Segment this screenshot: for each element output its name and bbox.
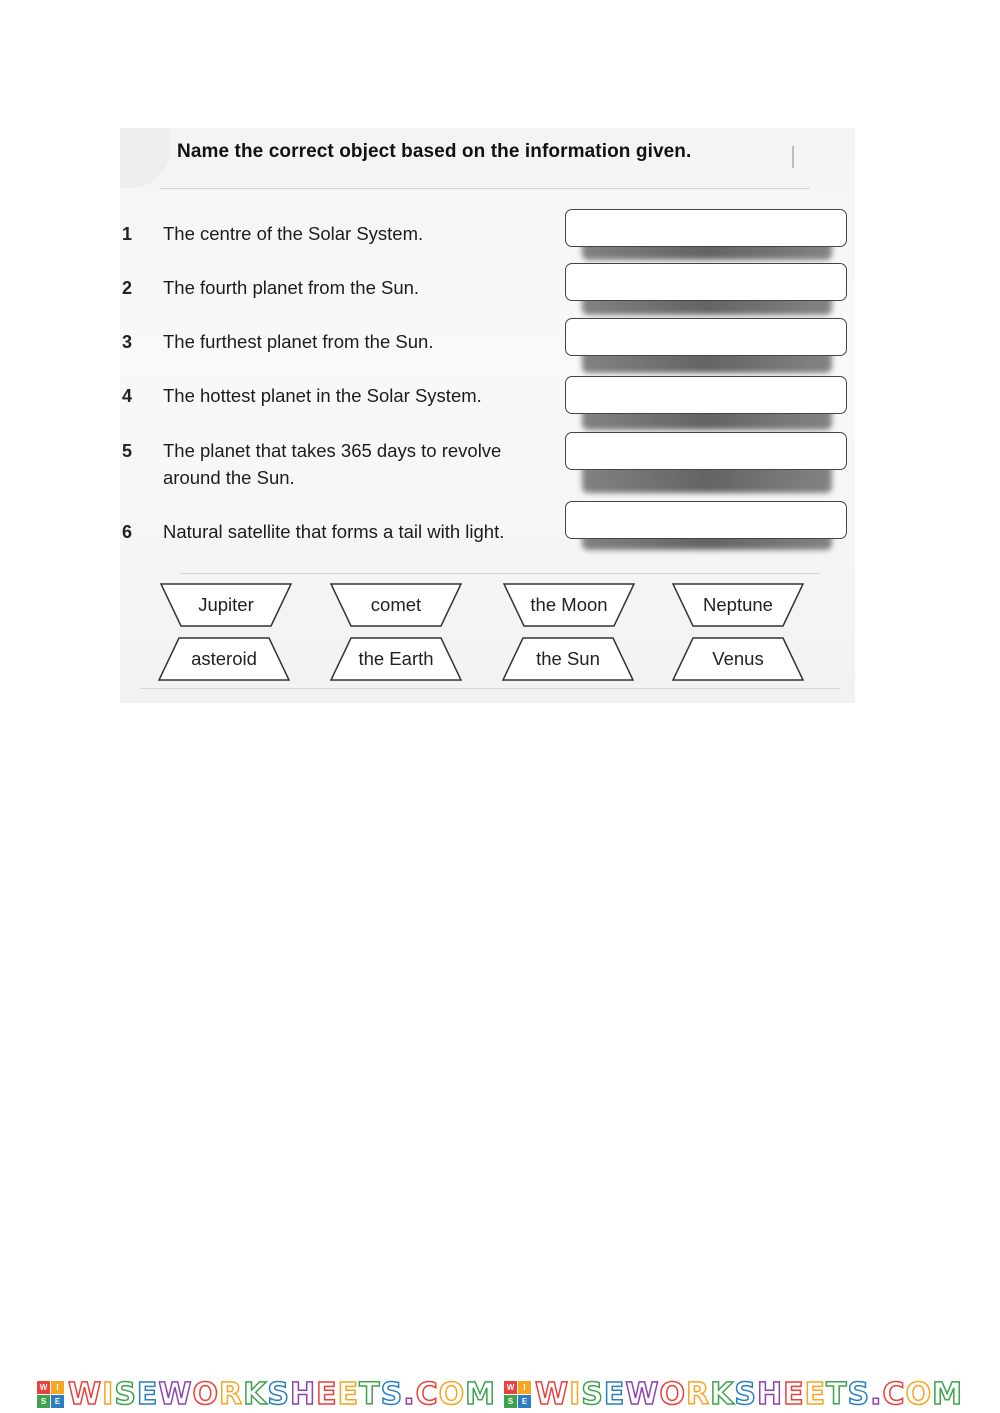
- logo-letter: T: [359, 1377, 381, 1412]
- logo-letter: W: [68, 1377, 103, 1412]
- logo-letter: R: [685, 1377, 711, 1412]
- question-number: 4: [122, 386, 133, 406]
- word-tile[interactable]: [330, 583, 462, 627]
- logo-letter: O: [192, 1377, 220, 1412]
- word-tile[interactable]: [160, 583, 292, 627]
- margin-tick: [792, 146, 794, 168]
- logo-mark-letter: I: [51, 1381, 64, 1394]
- logo-mark-icon: [37, 1381, 64, 1408]
- logo-letter: E: [316, 1377, 338, 1412]
- word-tile[interactable]: [158, 637, 290, 681]
- logo-letter: E: [136, 1377, 159, 1412]
- question-number: 5: [122, 441, 133, 461]
- question-text: The furthest planet from the Sun.: [163, 331, 434, 352]
- word-label: Neptune: [703, 594, 773, 615]
- answer-box-4[interactable]: [565, 376, 847, 414]
- logo-mark-letter: S: [504, 1395, 517, 1408]
- answer-box-2[interactable]: [565, 263, 847, 301]
- logo-mark-letter: E: [518, 1395, 531, 1408]
- question-text: The planet that takes 365 days to revolve around the Sun.: [163, 440, 502, 488]
- logo-letter: E: [783, 1377, 805, 1412]
- wiseworksheets-logo[interactable]: [37, 1377, 496, 1412]
- footer-watermark: [0, 1376, 1000, 1413]
- logo-letter: H: [756, 1377, 784, 1412]
- answer-box-6[interactable]: [565, 501, 847, 539]
- word-tile[interactable]: [502, 637, 634, 681]
- logo-letter: C: [415, 1377, 439, 1412]
- word-label: the Earth: [358, 648, 434, 669]
- logo-mark-letter: S: [37, 1395, 50, 1408]
- logo-letter: S: [267, 1377, 290, 1412]
- logo-letter: S: [114, 1377, 137, 1412]
- logo-letter: E: [804, 1377, 827, 1412]
- logo-letter: E: [603, 1377, 626, 1412]
- logo-letter: H: [290, 1377, 317, 1412]
- bleed-through-line: [160, 188, 810, 189]
- logo-letter: S: [581, 1377, 604, 1412]
- logo-letter: W: [625, 1377, 660, 1412]
- word-label: the Sun: [536, 648, 600, 669]
- logo-text: [68, 1377, 496, 1412]
- answer-box-3[interactable]: [565, 318, 847, 356]
- logo-mark-letter: E: [51, 1395, 64, 1408]
- word-label: Venus: [712, 648, 764, 669]
- logo-letter: .: [403, 1377, 416, 1412]
- word-label: the Moon: [530, 594, 608, 615]
- logo-letter: M: [932, 1377, 963, 1412]
- logo-letter: C: [882, 1377, 906, 1412]
- logo-letter: I: [102, 1377, 115, 1412]
- logo-letter: T: [826, 1377, 848, 1412]
- logo-letter: M: [465, 1377, 496, 1412]
- answer-box-1[interactable]: [565, 209, 847, 247]
- question-number: 3: [122, 332, 133, 352]
- answer-box-5[interactable]: [565, 432, 847, 470]
- question-number: 1: [122, 224, 133, 244]
- question-text: The centre of the Solar System.: [163, 223, 424, 244]
- logo-letter: O: [659, 1377, 686, 1412]
- word-label: comet: [370, 594, 422, 615]
- logo-letter: S: [734, 1377, 757, 1412]
- word-tile[interactable]: [330, 637, 462, 681]
- word-tile[interactable]: [503, 583, 635, 627]
- word-tile[interactable]: [672, 637, 804, 681]
- logo-mark-icon: [504, 1381, 531, 1408]
- logo-letter: I: [569, 1377, 582, 1412]
- logo-letter: O: [438, 1377, 466, 1412]
- scan-edge-decoration: [120, 128, 170, 188]
- logo-letter: O: [905, 1377, 933, 1412]
- word-label: Jupiter: [198, 594, 254, 615]
- logo-mark-letter: I: [518, 1381, 531, 1394]
- logo-letter: W: [535, 1377, 570, 1412]
- worksheet-title: Name the correct object based on the information given.: [177, 141, 692, 162]
- logo-mark-letter: W: [504, 1381, 517, 1394]
- bleed-through-line: [180, 573, 820, 574]
- logo-letter: K: [710, 1377, 735, 1412]
- word-tile[interactable]: [672, 583, 804, 627]
- logo-letter: R: [219, 1377, 244, 1412]
- word-label: asteroid: [191, 648, 257, 669]
- logo-letter: W: [158, 1377, 193, 1412]
- logo-letter: S: [847, 1377, 871, 1412]
- logo-letter: S: [380, 1377, 404, 1412]
- wiseworksheets-logo[interactable]: [504, 1377, 963, 1412]
- logo-text: [535, 1377, 963, 1412]
- question-number: 2: [122, 278, 133, 298]
- question-text: Natural satellite that forms a tail with light.: [163, 521, 505, 542]
- logo-letter: .: [870, 1377, 883, 1412]
- logo-mark-letter: W: [37, 1381, 50, 1394]
- bleed-through-line: [140, 688, 840, 689]
- question-text: The fourth planet from the Sun.: [163, 277, 420, 298]
- logo-letter: K: [243, 1377, 268, 1412]
- logo-letter: E: [337, 1377, 360, 1412]
- question-number: 6: [122, 522, 133, 542]
- question-text: The hottest planet in the Solar System.: [163, 385, 482, 406]
